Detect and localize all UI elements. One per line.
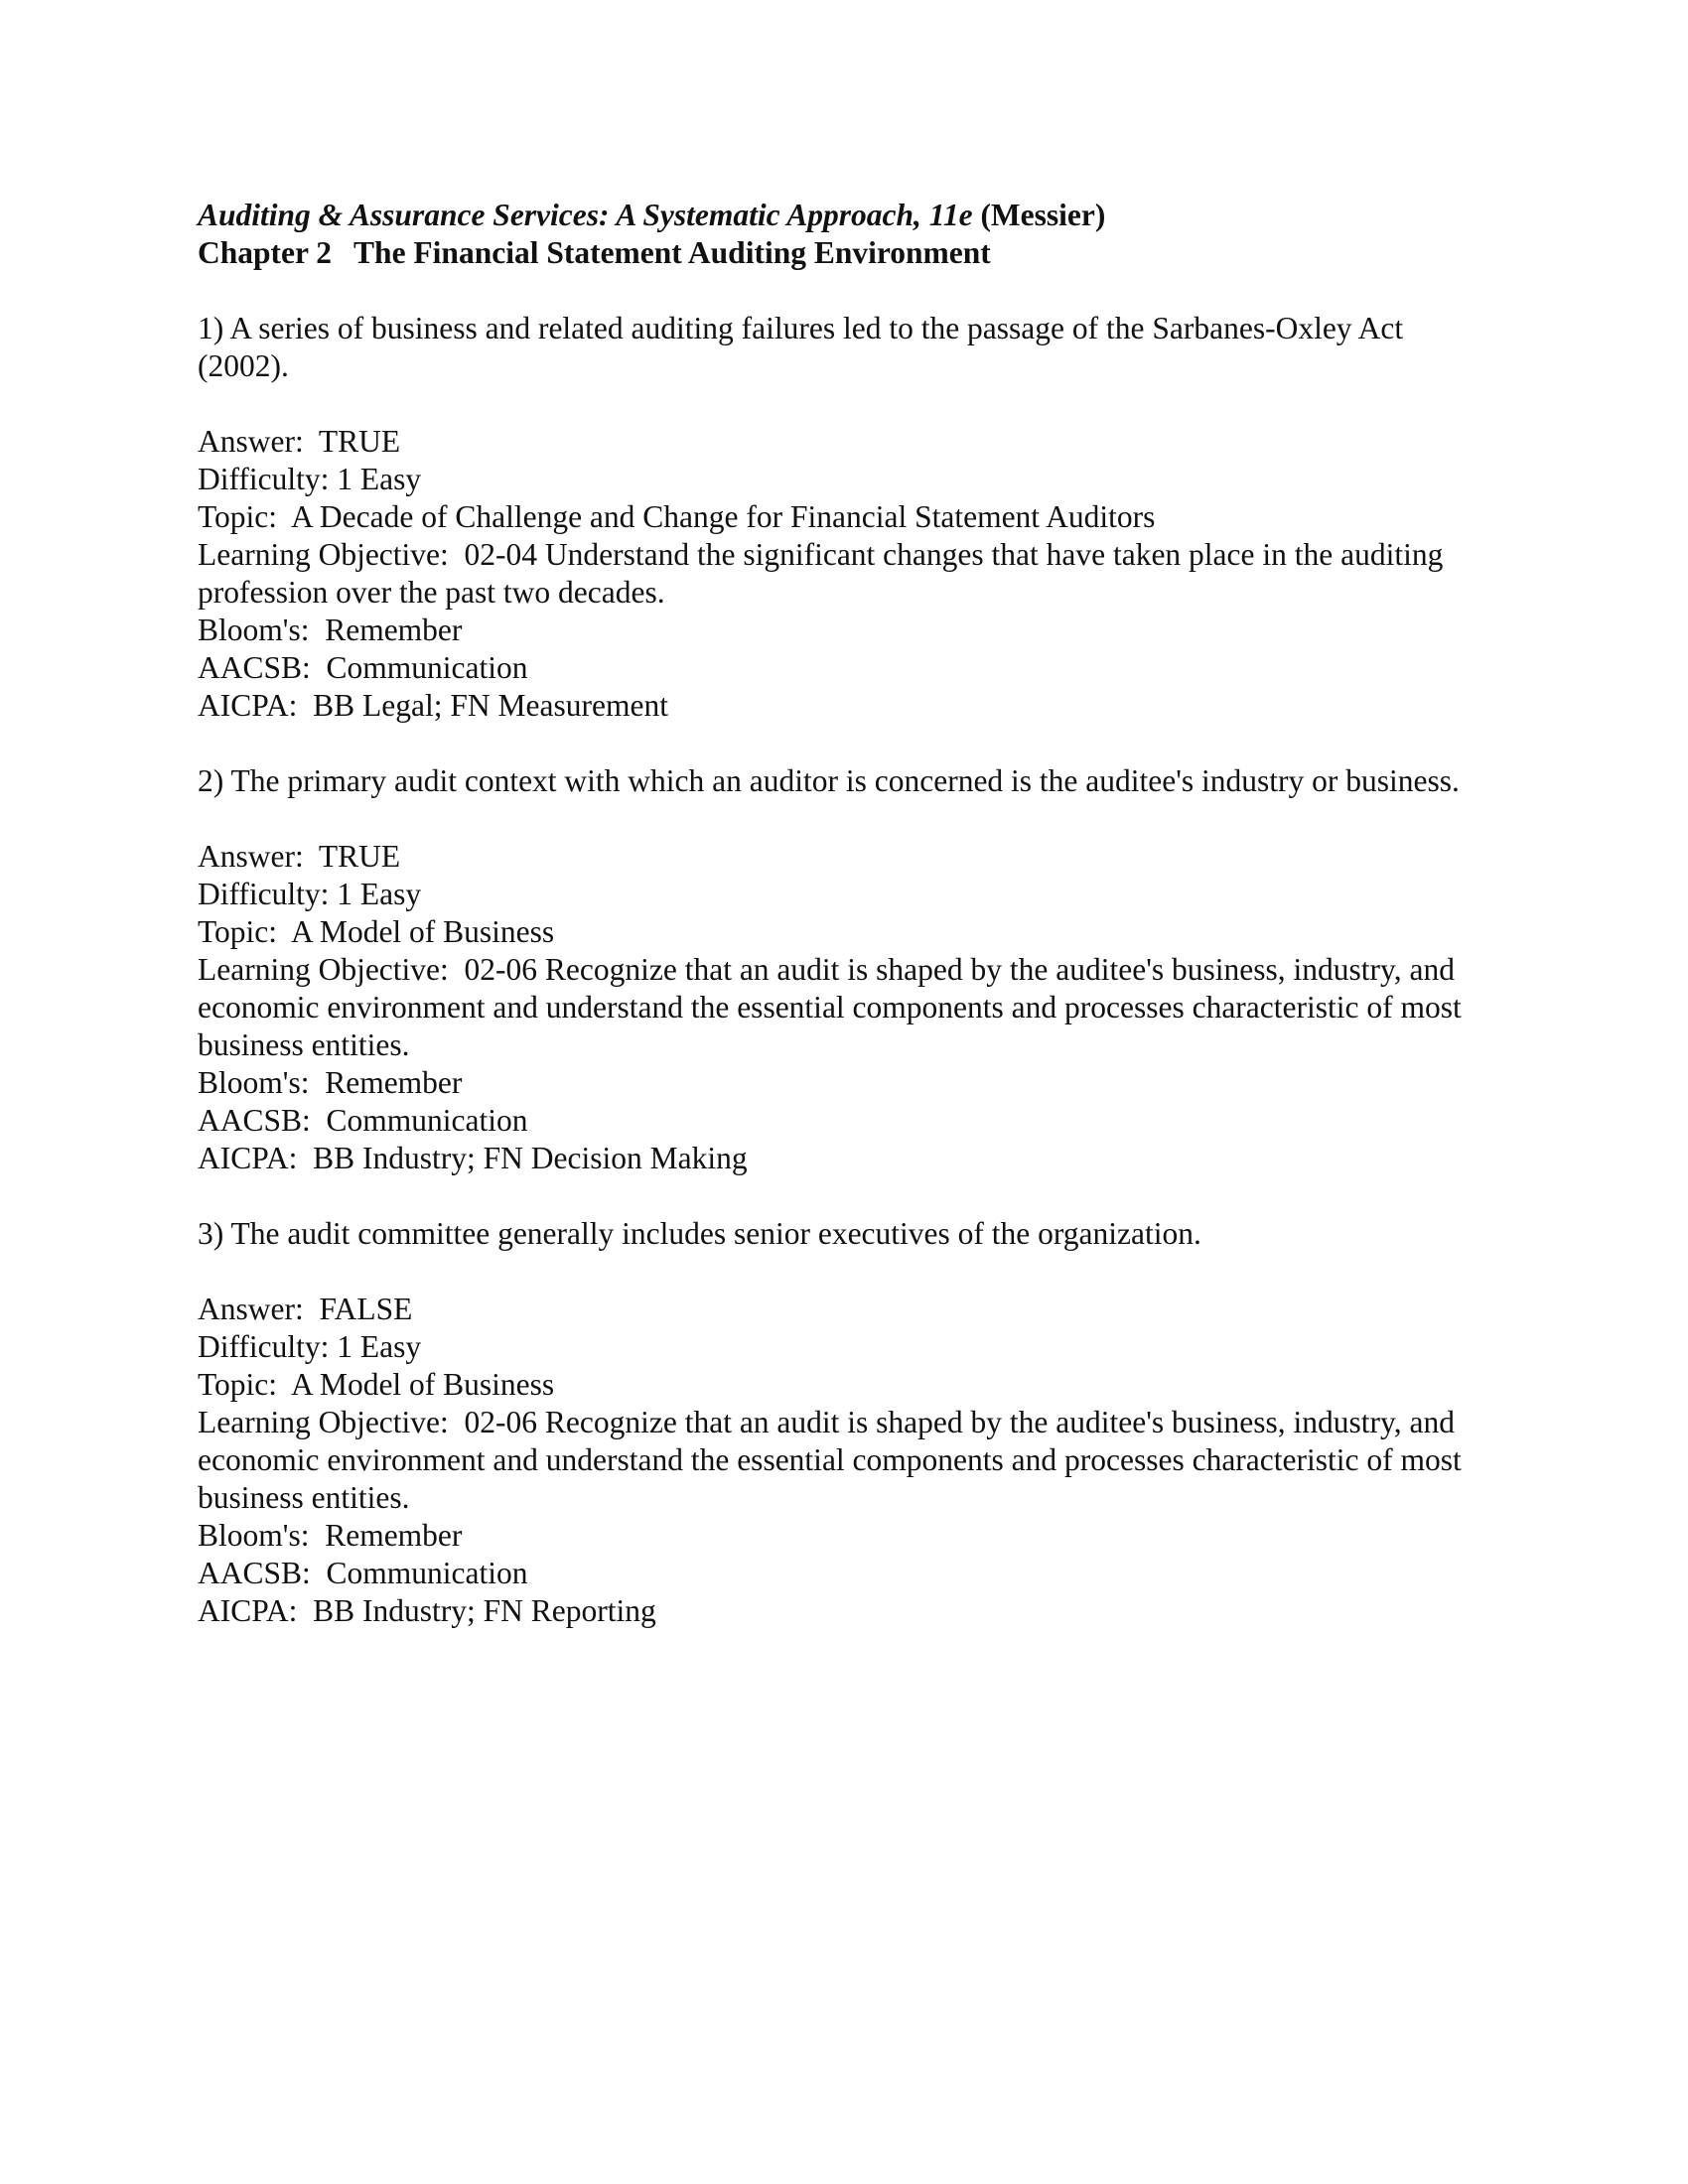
aicpa-label: AICPA: xyxy=(198,1593,314,1628)
aacsb-value: Communication xyxy=(326,1556,528,1590)
aacsb-value: Communication xyxy=(326,1103,528,1138)
answer-value: TRUE xyxy=(318,839,401,874)
objective-line xyxy=(198,1404,1498,1517)
objective-line xyxy=(198,951,1498,1064)
blooms-value: Remember xyxy=(325,613,463,647)
objective-label: Learning Objective: xyxy=(198,1405,465,1439)
topic-line xyxy=(198,913,1498,951)
difficulty-value: 1 Easy xyxy=(337,1329,422,1364)
objective-label: Learning Objective: xyxy=(198,952,465,987)
topic-line xyxy=(198,498,1498,536)
topic-label: Topic: xyxy=(198,499,292,534)
aicpa-label: AICPA: xyxy=(198,688,314,723)
difficulty-line xyxy=(198,1328,1498,1366)
answer-value: FALSE xyxy=(319,1292,413,1326)
blooms-line xyxy=(198,1064,1498,1102)
difficulty-label: Difficulty: xyxy=(198,877,338,911)
aicpa-line xyxy=(198,687,1498,725)
topic-value: A Model of Business xyxy=(291,1367,555,1402)
answer-line xyxy=(198,423,1498,461)
aacsb-line xyxy=(198,649,1498,687)
objective-value: 02-06 Recognize that an audit is shaped by the auditee's business, industry, and economic environment and understand the essential components and processes characteristic of most business entities. xyxy=(198,952,1462,1062)
chapter-number: Chapter 2 xyxy=(198,235,333,270)
objective-line xyxy=(198,536,1498,612)
aicpa-value: BB Industry; FN Reporting xyxy=(313,1593,656,1628)
aicpa-label: AICPA: xyxy=(198,1141,314,1175)
aacsb-label: AACSB: xyxy=(198,1103,327,1138)
aicpa-value: BB Industry; FN Decision Making xyxy=(313,1141,748,1175)
blooms-line xyxy=(198,1517,1498,1555)
answer-line xyxy=(198,838,1498,876)
aicpa-value: BB Legal; FN Measurement xyxy=(313,688,668,723)
answer-label: Answer: xyxy=(198,424,319,459)
book-title: Auditing & Assurance Services: A Systematic Approach, 11e xyxy=(198,198,973,232)
blooms-label: Bloom's: xyxy=(198,1518,326,1553)
answer-line xyxy=(198,1291,1498,1328)
aacsb-value: Communication xyxy=(326,650,528,685)
blooms-label: Bloom's: xyxy=(198,1065,326,1100)
question-text: 3) The audit committee generally includes senior executives of the organization. xyxy=(198,1216,1201,1251)
aicpa-line xyxy=(198,1140,1498,1177)
answer-label: Answer: xyxy=(198,1292,320,1326)
question-metadata xyxy=(198,838,1498,1177)
question-text: 1) A series of business and related auditing failures led to the passage of the Sarbanes-Oxley Act (2002). xyxy=(198,311,1404,383)
question-block xyxy=(198,1215,1498,1630)
difficulty-value: 1 Easy xyxy=(337,877,422,911)
topic-label: Topic: xyxy=(198,1367,292,1402)
chapter-title: The Financial Statement Auditing Environment xyxy=(353,235,991,270)
book-author: (Messier) xyxy=(980,198,1106,232)
difficulty-label: Difficulty: xyxy=(198,1329,338,1364)
question-text: 2) The primary audit context with which an auditor is concerned is the auditee's industry or business. xyxy=(198,763,1460,798)
question-block xyxy=(198,310,1498,725)
topic-value: A Model of Business xyxy=(291,914,555,949)
aacsb-line xyxy=(198,1555,1498,1592)
blooms-value: Remember xyxy=(325,1518,463,1553)
answer-label: Answer: xyxy=(198,839,319,874)
aacsb-line xyxy=(198,1102,1498,1140)
answer-value: TRUE xyxy=(318,424,401,459)
blooms-value: Remember xyxy=(325,1065,463,1100)
difficulty-value: 1 Easy xyxy=(337,462,422,496)
topic-line xyxy=(198,1366,1498,1404)
difficulty-label: Difficulty: xyxy=(198,462,338,496)
topic-label: Topic: xyxy=(198,914,292,949)
objective-value: 02-06 Recognize that an audit is shaped by the auditee's business, industry, and economic environment and understand the essential components and processes characteristic of most business entities. xyxy=(198,1405,1462,1515)
question-metadata xyxy=(198,1291,1498,1630)
question-metadata xyxy=(198,423,1498,725)
blooms-line xyxy=(198,612,1498,649)
topic-value: A Decade of Challenge and Change for Financial Statement Auditors xyxy=(291,499,1156,534)
aacsb-label: AACSB: xyxy=(198,650,327,685)
chapter-header xyxy=(198,234,1498,272)
question-block xyxy=(198,762,1498,1177)
aacsb-label: AACSB: xyxy=(198,1556,327,1590)
objective-label: Learning Objective: xyxy=(198,537,465,572)
document-page xyxy=(198,197,1498,1630)
difficulty-line xyxy=(198,461,1498,498)
blooms-label: Bloom's: xyxy=(198,613,326,647)
aicpa-line xyxy=(198,1592,1498,1630)
book-header xyxy=(198,197,1498,234)
difficulty-line xyxy=(198,876,1498,913)
objective-value: 02-04 Understand the significant changes that have taken place in the auditing profession over the past two decades. xyxy=(198,537,1444,610)
